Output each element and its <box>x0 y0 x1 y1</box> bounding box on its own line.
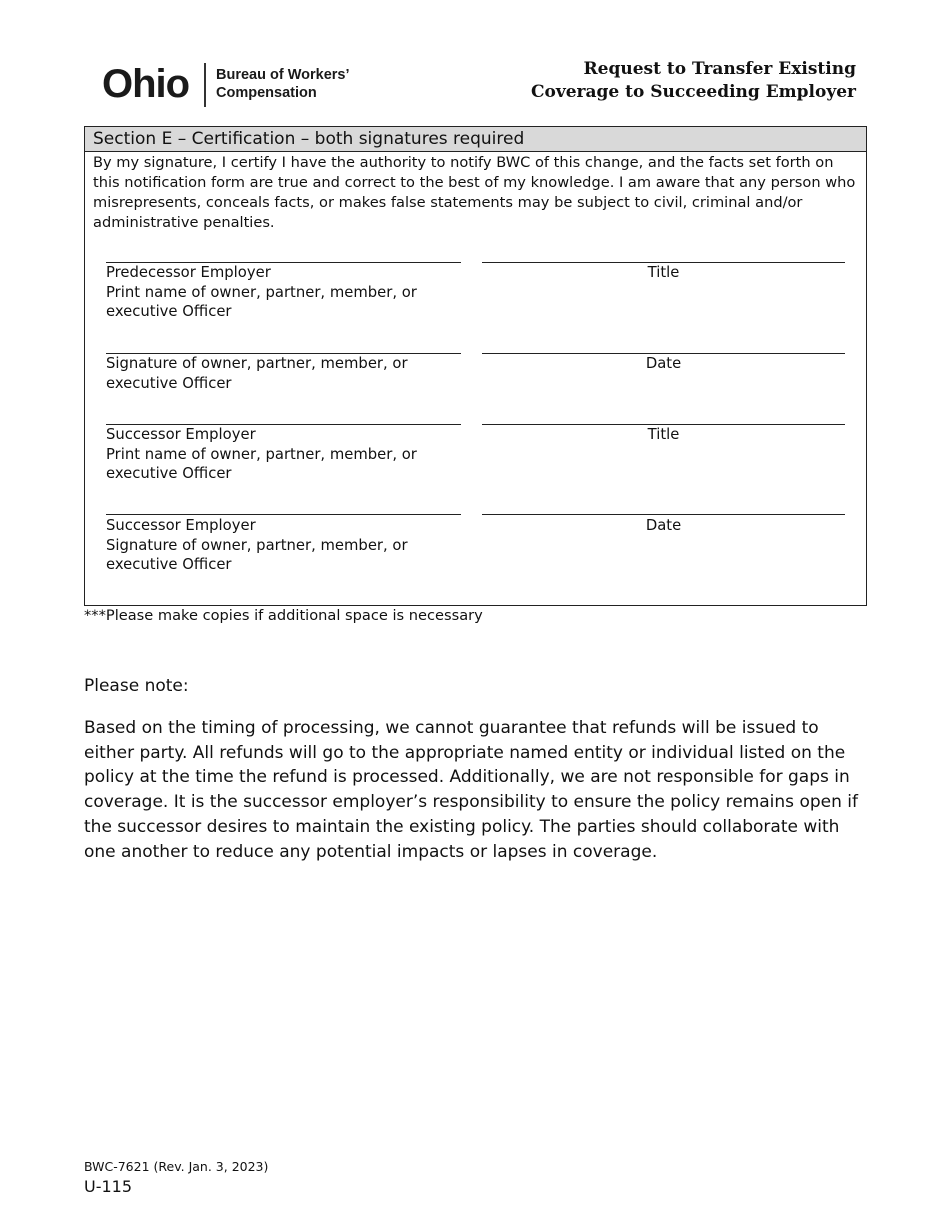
logo-divider <box>204 63 206 107</box>
label-line: Print name of owner, partner, member, or <box>106 445 417 463</box>
label-line: Print name of owner, partner, member, or <box>106 283 417 301</box>
document-title <box>531 58 856 104</box>
successor-name-label <box>106 425 466 484</box>
bureau-line-2: Compensation <box>216 85 317 101</box>
successor-title-label: Title <box>647 426 680 443</box>
label-line: Predecessor Employer <box>106 264 271 281</box>
label-line: executive Officer <box>106 465 232 483</box>
predecessor-title-label: Title <box>647 264 680 281</box>
note-body: Based on the timing of processing, we cannot guarantee that refunds will be issued to either party. All refunds will go to the appropriate named entity or individual listed on the policy at the time the refund is processed. Additionally, we are not responsible for gaps in coverage. It is the successor employer’s responsibility to ensure the policy remains open if the successor desires to maintain the existing policy. The parties should collaborate with one another to reduce any potential impacts or lapses in coverage. <box>84 718 858 862</box>
ohio-logo-word: Ohio <box>102 62 190 106</box>
certification-statement: By my signature, I certify I have the authority to notify BWC of this change, and the facts set forth on this notification form are true and correct to the best of my knowledge. I am aware that any person who misrepresents, conceals facts, or makes false statements may be subject to civil, criminal and/or administrative penalties. <box>93 154 856 231</box>
predecessor-name-label <box>106 263 466 322</box>
document-title-line-1: Request to Transfer Existing <box>583 59 856 79</box>
copies-note: ***Please make copies if additional space is necessary <box>84 607 483 624</box>
section-heading-bar <box>85 127 866 152</box>
label-line: Successor Employer <box>106 426 256 443</box>
label-line: Signature of owner, partner, member, or <box>106 355 408 372</box>
note-heading: Please note: <box>84 676 189 696</box>
label-line: executive Officer <box>106 556 232 574</box>
successor-date-label: Date <box>645 517 682 534</box>
form-id: U-115 <box>84 1177 133 1196</box>
bureau-logo-text <box>216 66 350 102</box>
predecessor-date-label: Date <box>645 355 682 372</box>
label-line: executive Officer <box>106 374 232 392</box>
section-heading: Section E – Certification – both signatures required <box>93 129 525 149</box>
label-line: executive Officer <box>106 303 232 321</box>
bureau-line-1: Bureau of Workers’ <box>216 67 350 83</box>
predecessor-signature-label <box>106 354 466 393</box>
label-line: Successor Employer <box>106 517 256 534</box>
successor-date-line[interactable] <box>482 514 845 515</box>
successor-signature-label <box>106 516 466 575</box>
label-line: Signature of owner, partner, member, or <box>106 536 408 554</box>
section-e-certification <box>84 126 867 606</box>
successor-signature-line[interactable] <box>106 514 461 515</box>
document-title-line-2: Coverage to Succeeding Employer <box>530 82 856 102</box>
form-revision-code: BWC-7621 (Rev. Jan. 3, 2023) <box>84 1159 269 1174</box>
